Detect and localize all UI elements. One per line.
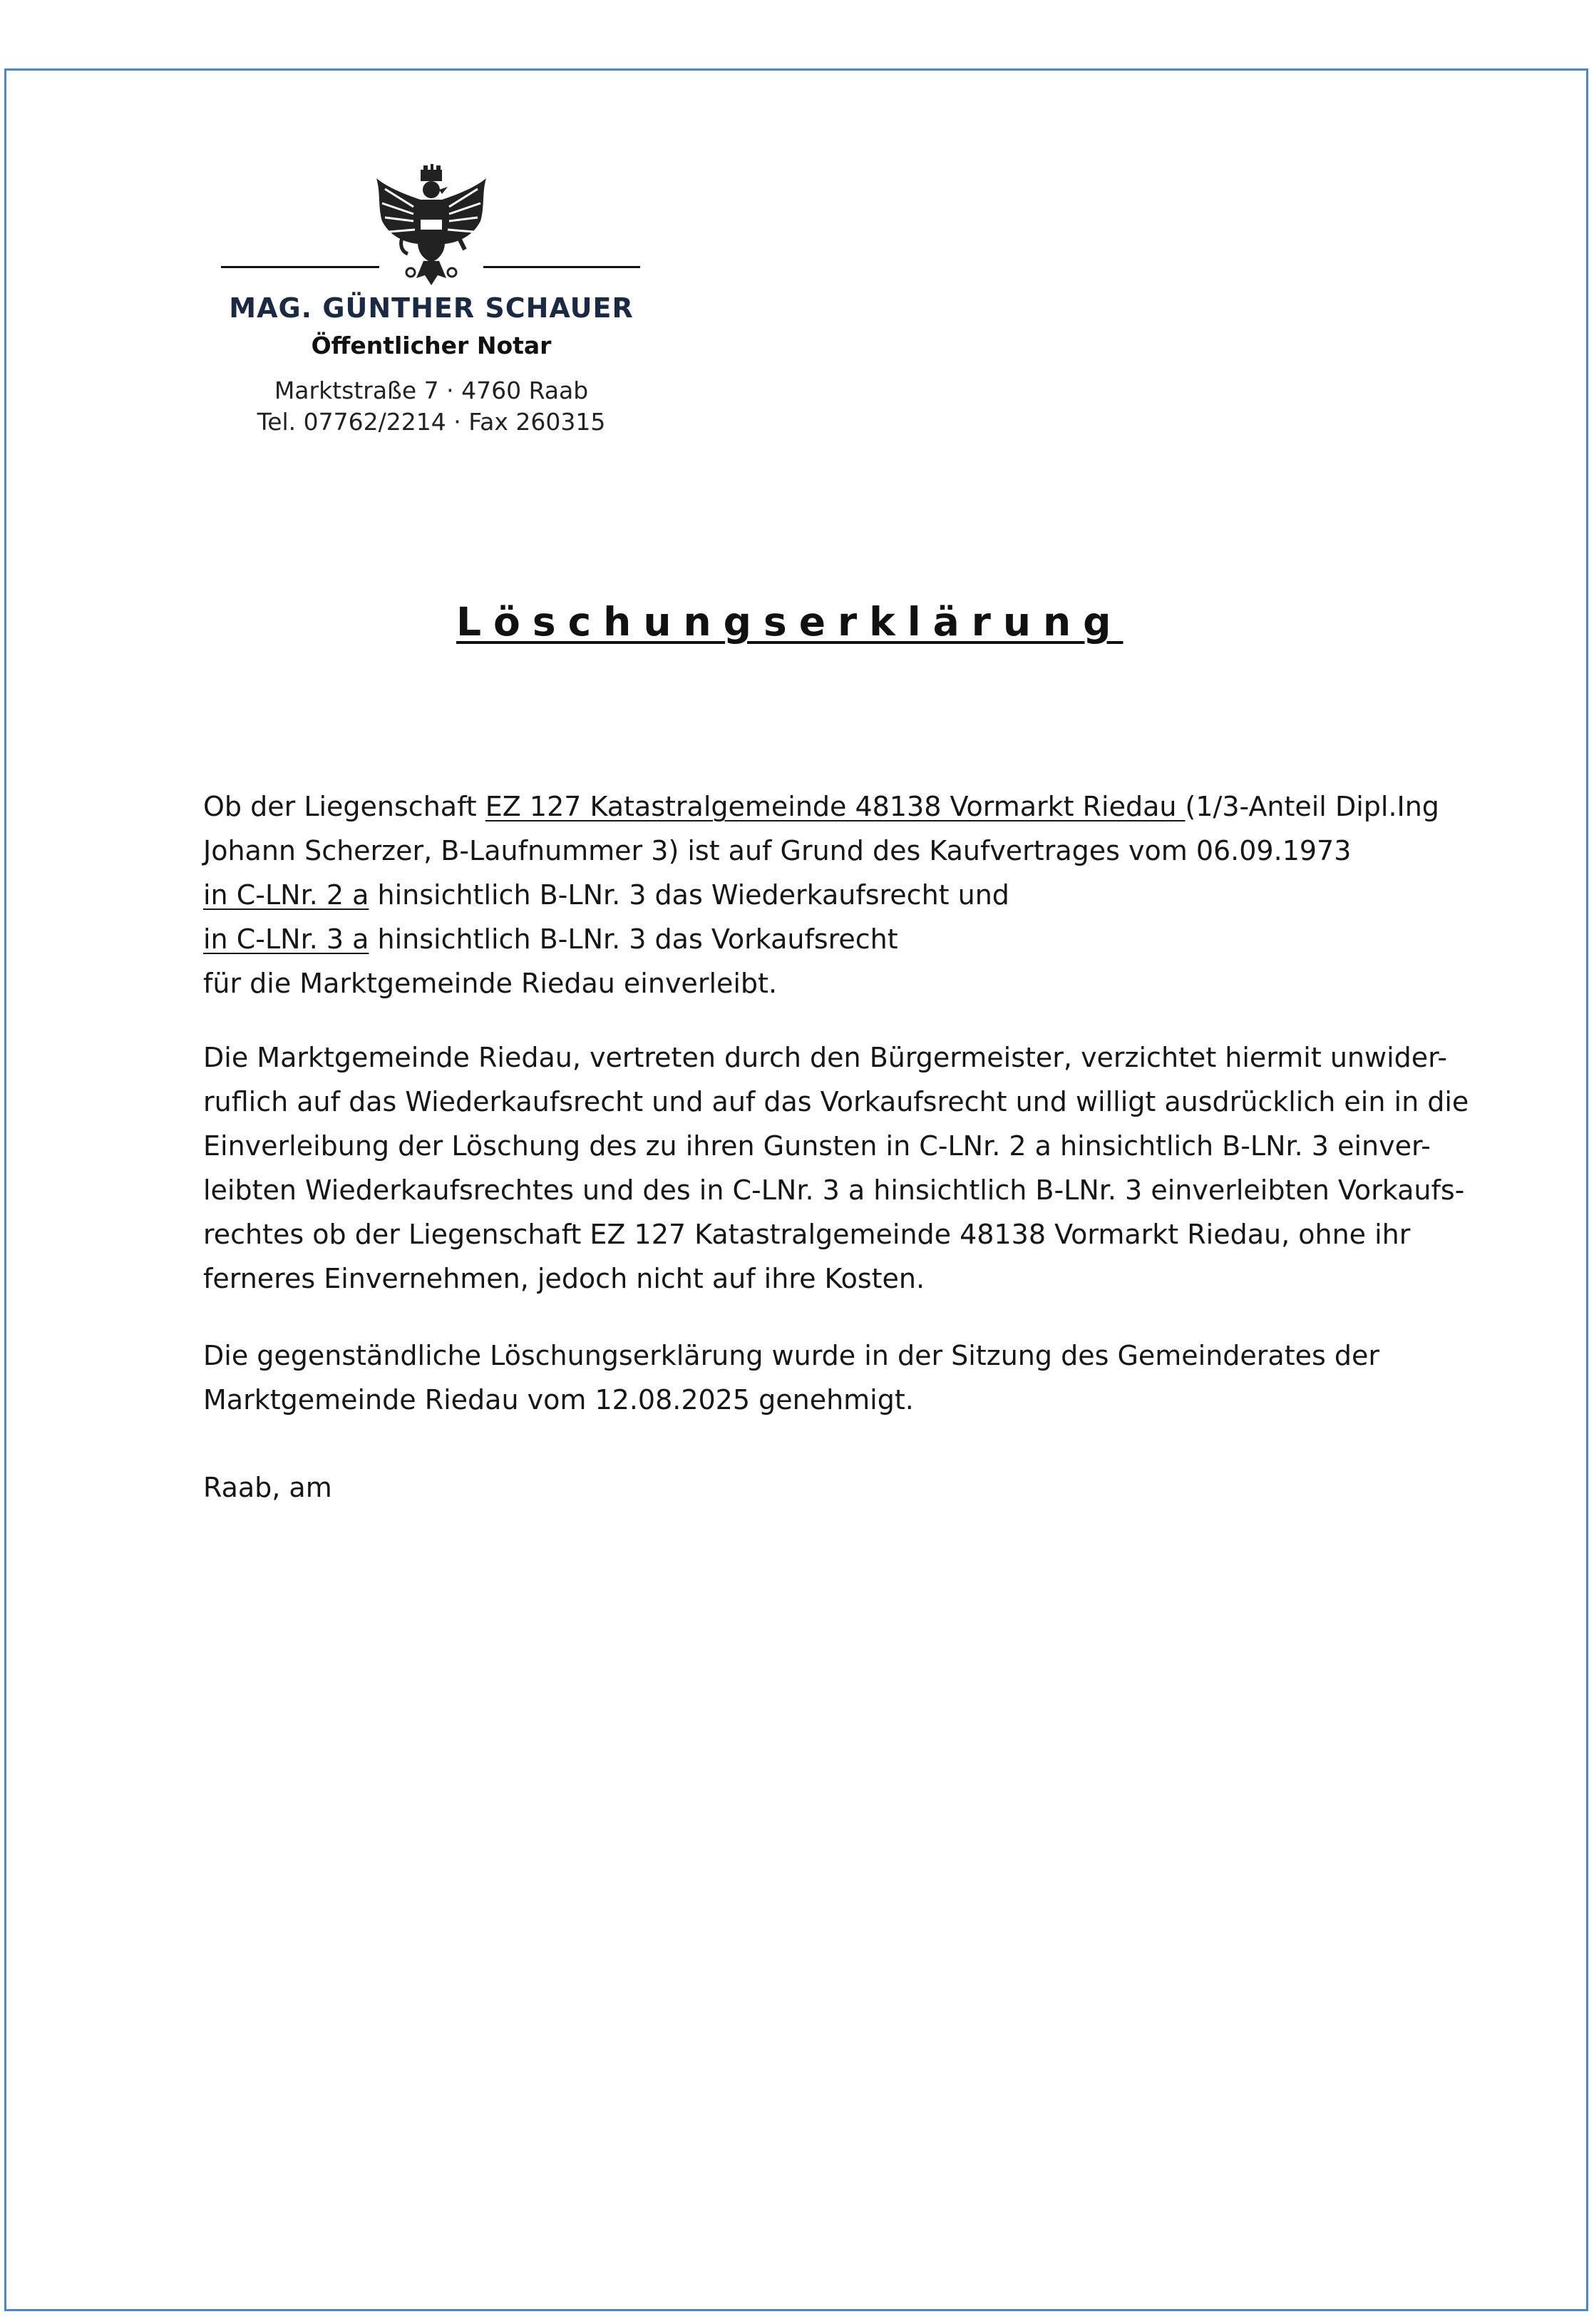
- notary-phone: Tel. 07762/2214 · Fax 260315: [257, 408, 606, 436]
- text-segment: hinsichtlich B-LNr. 3 das Wiederkaufsrecht und: [369, 879, 1009, 911]
- paragraph-line: [203, 873, 1451, 917]
- paragraph-line: für die Marktgemeinde Riedau einverleibt.: [203, 968, 778, 999]
- text-segment: Ob der Liegenschaft: [203, 791, 485, 822]
- notary-title: Öffentlicher Notar: [311, 332, 552, 359]
- document-title: Löschungserklärung: [456, 599, 1123, 645]
- letterhead-rule-right: [483, 266, 640, 268]
- place-date-line: [203, 1465, 1451, 1510]
- paragraph-line: Marktgemeinde Riedau vom 12.08.2025 genehmigt.: [203, 1384, 914, 1416]
- text-segment: (1/3-Anteil Dipl.Ing: [1185, 791, 1439, 822]
- notary-address: Marktstraße 7 · 4760 Raab: [274, 377, 589, 404]
- paragraph-line: [203, 784, 1451, 829]
- underlined-entry-reference: in C-LNr. 2 a: [203, 879, 369, 911]
- paragraph-line: rechtes ob der Liegenschaft EZ 127 Katastralgemeinde 48138 Vormarkt Riedau, ohne ihr: [203, 1219, 1411, 1250]
- text-segment: hinsichtlich B-LNr. 3 das Vorkaufsrecht: [369, 923, 898, 955]
- paragraph-waiver: [203, 1035, 1469, 1301]
- paragraph-line: [203, 917, 1451, 961]
- letterhead-rule-left: [221, 266, 379, 268]
- underlined-property-reference: EZ 127 Katastralgemeinde 48138 Vormarkt Riedau: [485, 791, 1186, 822]
- place-date-text: Raab, am: [203, 1472, 332, 1503]
- austrian-eagle-emblem-icon: [371, 164, 492, 292]
- paragraph-line: ruflich auf das Wiederkaufsrecht und auf das Vorkaufsrecht und willigt ausdrücklich ein in die: [203, 1086, 1469, 1117]
- notary-name: MAG. GÜNTHER SCHAUER: [229, 292, 634, 324]
- underlined-entry-reference: in C-LNr. 3 a: [203, 923, 369, 955]
- paragraph-line: Die gegenständliche Löschungserklärung wurde in der Sitzung des Gemeinderates der: [203, 1340, 1379, 1371]
- paragraph-line: leibten Wiederkaufsrechtes und des in C-LNr. 3 a hinsichtlich B-LNr. 3 einverleibten Vorkaufs-: [203, 1174, 1465, 1206]
- paragraph-line: Die Marktgemeinde Riedau, vertreten durch den Bürgermeister, verzichtet hiermit unwider-: [203, 1042, 1448, 1073]
- paragraph-property-entry: [203, 784, 1451, 1005]
- paragraph-line: Johann Scherzer, B-Laufnummer 3) ist auf Grund des Kaufvertrages vom 06.09.1973: [203, 835, 1352, 866]
- paragraph-approval: [203, 1334, 1451, 1422]
- paragraph-line: Einverleibung der Löschung des zu ihren Gunsten in C-LNr. 2 a hinsichtlich B-LNr. 3 einver-: [203, 1130, 1431, 1162]
- paragraph-line: ferneres Einvernehmen, jedoch nicht auf ihre Kosten.: [203, 1263, 925, 1294]
